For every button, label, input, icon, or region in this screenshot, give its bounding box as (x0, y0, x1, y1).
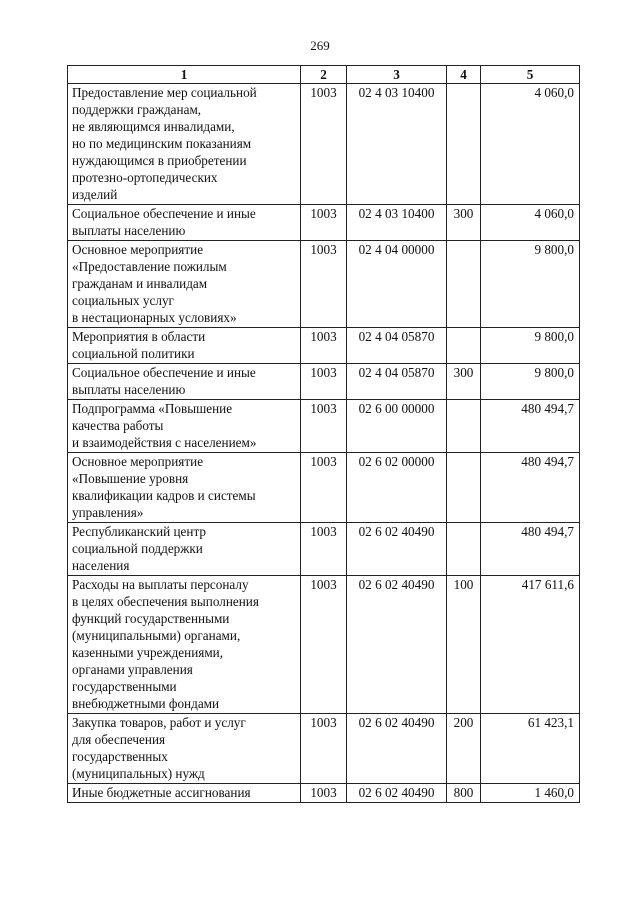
column-header: 3 (347, 66, 447, 84)
row-type: 100 (447, 576, 481, 714)
row-name: Мероприятия в области социальной политики (68, 328, 301, 364)
row-type (447, 400, 481, 453)
row-name: Республиканский центр социальной поддержки населения (68, 523, 301, 576)
row-type: 300 (447, 205, 481, 241)
row-name: Иные бюджетные ассигнования (68, 784, 301, 803)
table-row (68, 453, 580, 523)
row-type: 200 (447, 714, 481, 784)
row-code: 02 4 04 05870 (347, 328, 447, 364)
row-section: 1003 (301, 784, 347, 803)
row-amount: 9 800,0 (481, 364, 580, 400)
row-code: 02 4 03 10400 (347, 84, 447, 205)
row-amount: 4 060,0 (481, 84, 580, 205)
row-name: Закупка товаров, работ и услуг для обеспечения государственных (муниципальных) нужд (68, 714, 301, 784)
row-code: 02 6 02 40490 (347, 784, 447, 803)
row-amount: 61 423,1 (481, 714, 580, 784)
budget-table (67, 65, 580, 803)
row-section: 1003 (301, 364, 347, 400)
row-name: Предоставление мер социальной поддержки гражданам, не являющимся инвалидами, но по медицинским показаниям нуждающимся в приобретении протезно-ортопедических изделий (68, 84, 301, 205)
row-type (447, 84, 481, 205)
row-name: Социальное обеспечение и иные выплаты населению (68, 205, 301, 241)
row-name: Основное мероприятие «Предоставление пожилым гражданам и инвалидам социальных услуг в нестационарных условиях» (68, 241, 301, 328)
table-row (68, 714, 580, 784)
row-amount: 9 800,0 (481, 328, 580, 364)
row-type (447, 453, 481, 523)
row-type (447, 523, 481, 576)
row-code: 02 6 02 40490 (347, 523, 447, 576)
row-code: 02 6 00 00000 (347, 400, 447, 453)
row-code: 02 6 02 40490 (347, 714, 447, 784)
row-section: 1003 (301, 576, 347, 714)
row-type (447, 328, 481, 364)
row-section: 1003 (301, 714, 347, 784)
column-header: 2 (301, 66, 347, 84)
table-row (68, 205, 580, 241)
column-header: 1 (68, 66, 301, 84)
row-section: 1003 (301, 523, 347, 576)
row-section: 1003 (301, 241, 347, 328)
row-type: 300 (447, 364, 481, 400)
table-row (68, 364, 580, 400)
row-amount: 417 611,6 (481, 576, 580, 714)
row-section: 1003 (301, 84, 347, 205)
row-amount: 4 060,0 (481, 205, 580, 241)
row-type: 800 (447, 784, 481, 803)
row-code: 02 4 03 10400 (347, 205, 447, 241)
row-type (447, 241, 481, 328)
table-row (68, 523, 580, 576)
table-row (68, 784, 580, 803)
row-amount: 1 460,0 (481, 784, 580, 803)
row-amount: 480 494,7 (481, 400, 580, 453)
table-header-row (68, 66, 580, 84)
row-section: 1003 (301, 453, 347, 523)
row-section: 1003 (301, 400, 347, 453)
column-header: 4 (447, 66, 481, 84)
row-name: Подпрограмма «Повышение качества работы и взаимодействия с населением» (68, 400, 301, 453)
table-row (68, 328, 580, 364)
column-header: 5 (481, 66, 580, 84)
row-amount: 480 494,7 (481, 523, 580, 576)
row-section: 1003 (301, 328, 347, 364)
table-row (68, 84, 580, 205)
row-name: Расходы на выплаты персоналу в целях обеспечения выполнения функций государственными (муниципальными) органами, казенными учреждениями, органами управления государственными внебюджетными фондами (68, 576, 301, 714)
row-section: 1003 (301, 205, 347, 241)
table-row (68, 400, 580, 453)
table-row (68, 576, 580, 714)
table-row (68, 241, 580, 328)
row-name: Основное мероприятие «Повышение уровня квалификации кадров и системы управления» (68, 453, 301, 523)
row-code: 02 4 04 05870 (347, 364, 447, 400)
page-number: 269 (310, 38, 330, 53)
row-amount: 9 800,0 (481, 241, 580, 328)
row-amount: 480 494,7 (481, 453, 580, 523)
row-code: 02 4 04 00000 (347, 241, 447, 328)
row-code: 02 6 02 40490 (347, 576, 447, 714)
row-code: 02 6 02 00000 (347, 453, 447, 523)
row-name: Социальное обеспечение и иные выплаты населению (68, 364, 301, 400)
